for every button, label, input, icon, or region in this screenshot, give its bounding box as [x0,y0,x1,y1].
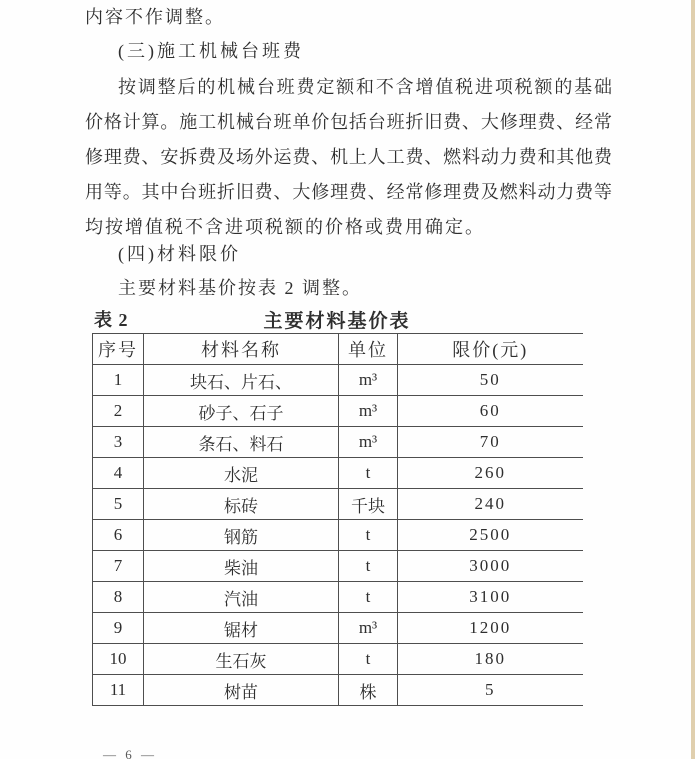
cell-name: 钢筋 [144,520,339,551]
material-price-table [92,333,583,706]
cell-seq: 3 [93,427,144,458]
cell-price: 70 [398,427,583,458]
cell-seq: 8 [93,582,144,613]
cell-seq: 5 [93,489,144,520]
cell-seq: 2 [93,396,144,427]
table-row [93,396,583,427]
cell-unit: t [339,582,398,613]
cell-unit: t [339,520,398,551]
table-title: 主要材料基价表 [263,311,411,332]
cell-seq: 11 [93,675,144,706]
page-number: — 6 — [103,747,157,759]
cell-seq: 6 [93,520,144,551]
table-row [93,675,583,706]
body-line-intro: 内容不作调整。 [85,7,225,27]
table-row [93,582,583,613]
cell-name: 柴油 [144,551,339,582]
section-heading-4: (四)材料限价 [118,244,241,264]
paragraph-line: 价格计算。施工机械台班单价包括台班折旧费、大修理费、经常 [85,112,612,132]
cell-seq: 4 [93,458,144,489]
cell-price: 1200 [398,613,583,644]
cell-unit: m³ [339,613,398,644]
cell-unit: m³ [339,396,398,427]
cell-price: 260 [398,458,583,489]
cell-name: 砂子、石子 [144,396,339,427]
table-label: 表 2 [94,310,129,330]
header-price: 限价(元) [398,334,583,365]
cell-seq: 1 [93,365,144,396]
header-seq: 序号 [93,334,144,365]
cell-price: 3100 [398,582,583,613]
cell-name: 生石灰 [144,644,339,675]
cell-price: 5 [398,675,583,706]
paragraph-material: 主要材料基价按表 2 调整。 [118,278,362,298]
cell-unit: m³ [339,365,398,396]
paragraph-line: 用等。其中台班折旧费、大修理费、经常修理费及燃料动力费等 [85,182,612,202]
cell-seq: 9 [93,613,144,644]
paragraph-line: 均按增值税不含进项税额的价格或费用确定。 [85,217,485,237]
scan-edge-strip [691,0,695,759]
cell-price: 60 [398,396,583,427]
cell-price: 50 [398,365,583,396]
header-name: 材料名称 [144,334,339,365]
table-row [93,489,583,520]
paragraph-line: 修理费、安拆费及场外运费、机上人工费、燃料动力费和其他费 [85,147,612,167]
table-header-row [93,334,583,365]
table-caption-row [92,306,582,330]
cell-unit: m³ [339,427,398,458]
cell-name: 水泥 [144,458,339,489]
cell-seq: 7 [93,551,144,582]
cell-name: 条石、料石 [144,427,339,458]
cell-name: 锯材 [144,613,339,644]
cell-price: 240 [398,489,583,520]
paragraph-line: 按调整后的机械台班费定额和不含增值税进项税额的基础 [118,77,612,97]
cell-price: 2500 [398,520,583,551]
cell-name: 树苗 [144,675,339,706]
cell-seq: 10 [93,644,144,675]
table-row [93,458,583,489]
cell-unit: 千块 [339,489,398,520]
cell-name: 汽油 [144,582,339,613]
table-row [93,427,583,458]
table-row [93,365,583,396]
header-unit: 单位 [339,334,398,365]
cell-unit: t [339,551,398,582]
cell-price: 180 [398,644,583,675]
cell-unit: t [339,644,398,675]
cell-name: 标砖 [144,489,339,520]
cell-price: 3000 [398,551,583,582]
cell-unit: 株 [339,675,398,706]
table-row [93,613,583,644]
cell-unit: t [339,458,398,489]
table-row [93,644,583,675]
cell-name: 块石、片石、 [144,365,339,396]
table-row [93,520,583,551]
table-row [93,551,583,582]
section-heading-3: (三)施工机械台班费 [118,41,304,61]
